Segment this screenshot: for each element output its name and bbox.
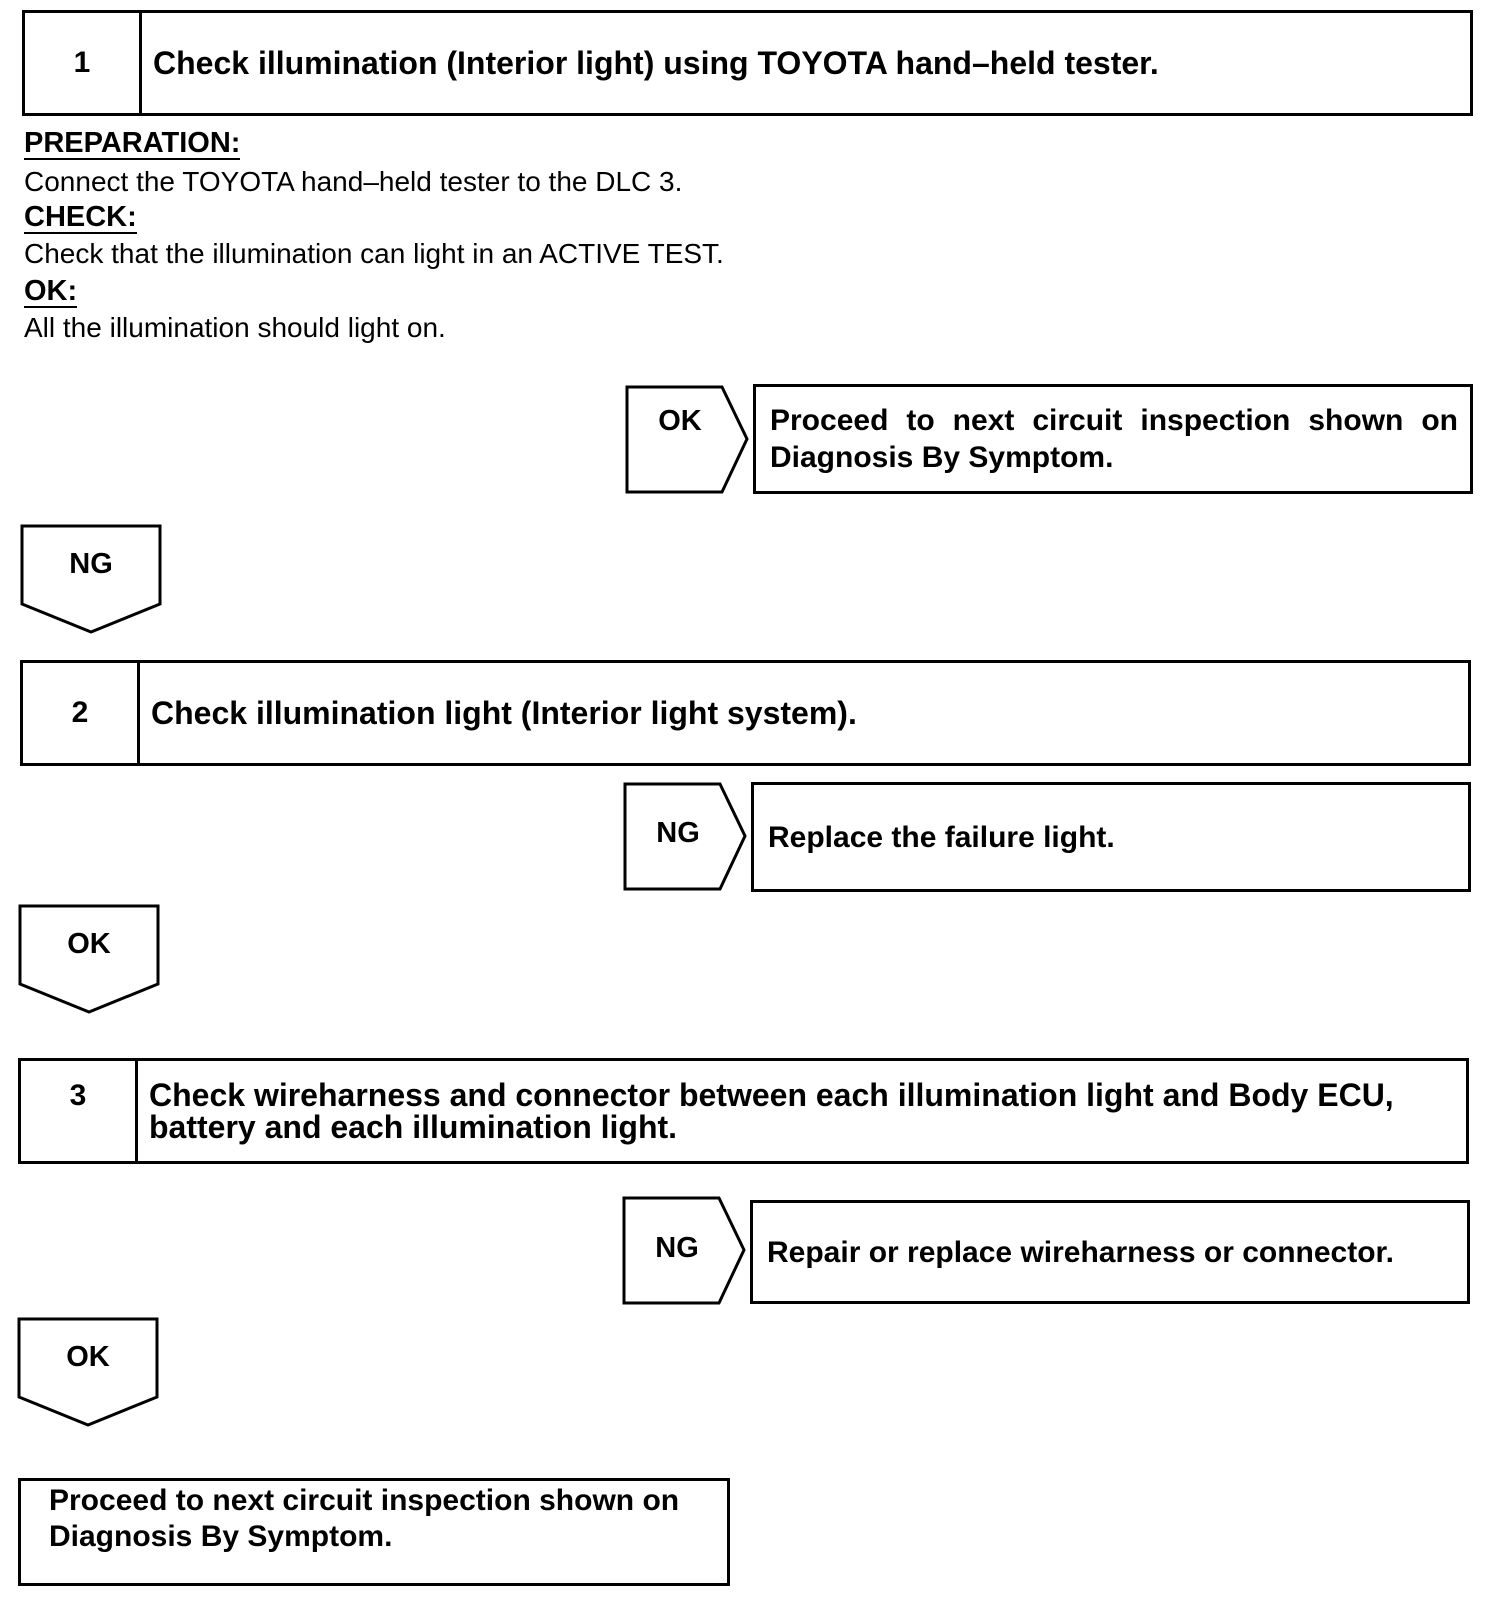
step-3-title: Check wireharness and connector between each illumination light and Body ECU, battery and each illumination light. xyxy=(149,1077,1394,1145)
branch-3-result-text: Repair or replace wireharness or connector. xyxy=(767,1235,1394,1269)
branch-2-result-text: Replace the failure light. xyxy=(768,820,1115,854)
branch-2-tag: NG xyxy=(656,817,700,849)
down-arrow-2-label: OK xyxy=(67,928,111,960)
down-arrow-1-label: NG xyxy=(69,548,113,580)
step-1-box xyxy=(22,10,1473,116)
step-3-number: 3 xyxy=(21,1061,138,1161)
ok-text: All the illumination should light on. xyxy=(24,312,446,343)
branch-3-result xyxy=(750,1200,1470,1304)
preparation-text: Connect the TOYOTA hand–held tester to the DLC 3. xyxy=(24,166,683,197)
branch-3-tag: NG xyxy=(655,1232,699,1264)
branch-1-right-arrow xyxy=(625,385,750,494)
check-label: CHECK: xyxy=(24,201,137,233)
final-result-line-1: Proceed to next circuit inspection shown on xyxy=(49,1484,680,1517)
step-2-box xyxy=(20,660,1471,766)
branch-2-result xyxy=(751,782,1471,892)
step-1-number: 1 xyxy=(25,13,142,113)
ok-label: OK: xyxy=(24,275,78,307)
step-3-box xyxy=(18,1058,1469,1164)
branch-1-tag: OK xyxy=(658,405,702,437)
final-result-box xyxy=(18,1478,730,1586)
branch-1-result xyxy=(753,384,1473,494)
final-result-line-2: Diagnosis By Symptom. xyxy=(49,1520,393,1553)
check-text: Check that the illumination can light in an ACTIVE TEST. xyxy=(24,238,724,269)
preparation-label: PREPARATION: xyxy=(24,127,241,159)
branch-1-result-text: Proceed to next circuit inspection shown on Diagnosis By Symptom. xyxy=(770,404,1458,474)
step-1-title: Check illumination (Interior light) using TOYOTA hand–held tester. xyxy=(153,45,1159,81)
down-arrow-3-label: OK xyxy=(66,1341,110,1373)
step-2-number: 2 xyxy=(23,663,140,763)
step-2-title: Check illumination light (Interior light system). xyxy=(151,695,857,731)
step-1-details xyxy=(24,128,1024,344)
